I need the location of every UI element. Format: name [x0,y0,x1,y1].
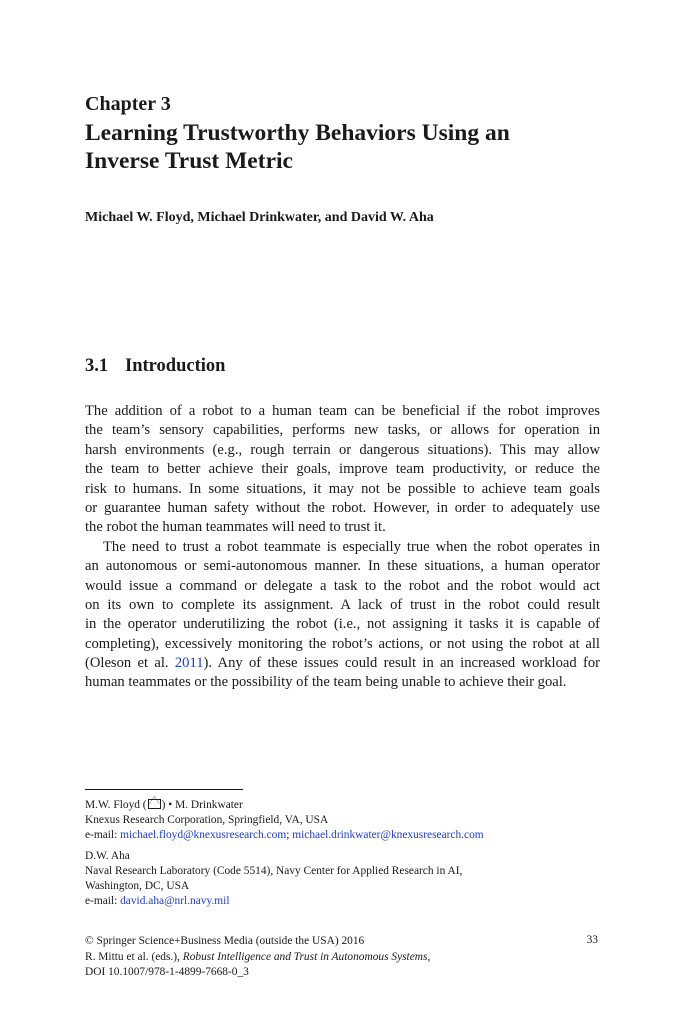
affiliation-2-org-line-2: Washington, DC, USA [85,880,190,892]
book-citation-line [85,950,600,966]
citation-prefix: (Oleson et al. [85,655,175,672]
email-label: e-mail: [85,895,121,907]
envelope-icon [148,799,161,809]
email-label: e-mail: [85,829,121,841]
paragraph-2-line: The need to trust a robot teammate is especially true when the robot operates in [103,538,600,555]
author-affiliations [85,798,605,909]
chapter-title-line-2: Inverse Trust Metric [85,148,293,174]
citation-suffix: ). Any of these issues could result in an increased workload for [203,655,600,672]
paragraph-2-line: would issue a command or delegate a task to the robot and the robot would act [85,577,600,594]
book-editors: R. Mittu et al. (eds.), [85,950,183,963]
paragraph-2-line: on its own to complete its assignment. A lack of trust in the robot could result [85,596,600,613]
chapter-title-line-1: Learning Trustworthy Behaviors Using an [85,120,510,146]
chapter-title [85,119,605,175]
affiliation-2-name: D.W. Aha [85,850,130,862]
paragraph-2-line: human teammates or the possibility of the team being unable to achieve their goal. [85,674,567,691]
email-separator: ; [286,829,293,841]
paragraph-2-line: in the operator underutilizing the robot (i.e., not assigning it tasks it is capable of [85,616,600,633]
section-title: Introduction [125,356,226,376]
chapter-label: Chapter 3 [85,93,171,115]
section-number: 3.1 [85,356,109,376]
email-link-drinkwater[interactable]: michael.drinkwater@knexusresearch.com [292,829,484,841]
book-title: Robust Intelligence and Trust in Autonomous Systems [182,950,428,963]
citation-link-2011[interactable]: 2011 [174,655,204,672]
paragraph-1-line: or guarantee human safety without the robot. However, in order to adequately use [85,499,600,516]
author-list: Michael W. Floyd, Michael Drinkwater, and David W. Aha [85,210,434,225]
affiliation-2-email [85,894,605,909]
copyright-line: © Springer Science+Business Media (outside the USA) 2016 [85,935,365,947]
paragraph-2-line: an autonomous or semi-autonomous manner. In these situations, a human operator [85,558,600,575]
footnote-divider [85,789,243,790]
copyright-block [85,934,600,981]
paragraph-1-line: risk to humans. In some situations, it may not be possible to achieve team goals [85,480,600,497]
affiliation-1-org: Knexus Research Corporation, Springfield, VA, USA [85,814,329,826]
paragraph-1-line: the team’s sensory capabilities, performs new tasks, or allows for operation in [85,422,600,439]
email-link-floyd[interactable]: michael.floyd@knexusresearch.com [120,829,287,841]
affiliation-1-emails [85,828,605,843]
page-number: 33 [586,934,598,946]
affiliation-2-org-line-1: Naval Research Laboratory (Code 5514), Navy Center for Applied Research in AI, [85,865,463,877]
paragraph-1-line: The addition of a robot to a human team can be beneficial if the robot improves [85,403,600,419]
section-heading [85,356,225,377]
body-text [85,402,600,693]
doi-line: DOI 10.1007/978-1-4899-7668-0_3 [85,966,249,978]
affiliation-1-name-floyd: M.W. Floyd ( [85,799,147,811]
paragraph-1-line: the robot the human teammates will need to trust it. [85,519,386,536]
email-link-aha[interactable]: david.aha@nrl.navy.mil [120,895,230,907]
paragraph-1-line: harsh environments (e.g., rough terrain or dangerous situations). This may allow [85,441,600,458]
affiliation-1-name-drinkwater: ) • M. Drinkwater [161,799,243,811]
affiliation-1-names [85,798,605,813]
paragraph-1-line: the team to better achieve their goals, improve team productivity, or reduce the [85,461,600,478]
book-citation-suffix: , [427,950,431,963]
paragraph-2-citation-line [85,654,600,673]
paragraph-2-line: completing), excessively monitoring the robot’s actions, or not using the robot at all [85,635,600,652]
